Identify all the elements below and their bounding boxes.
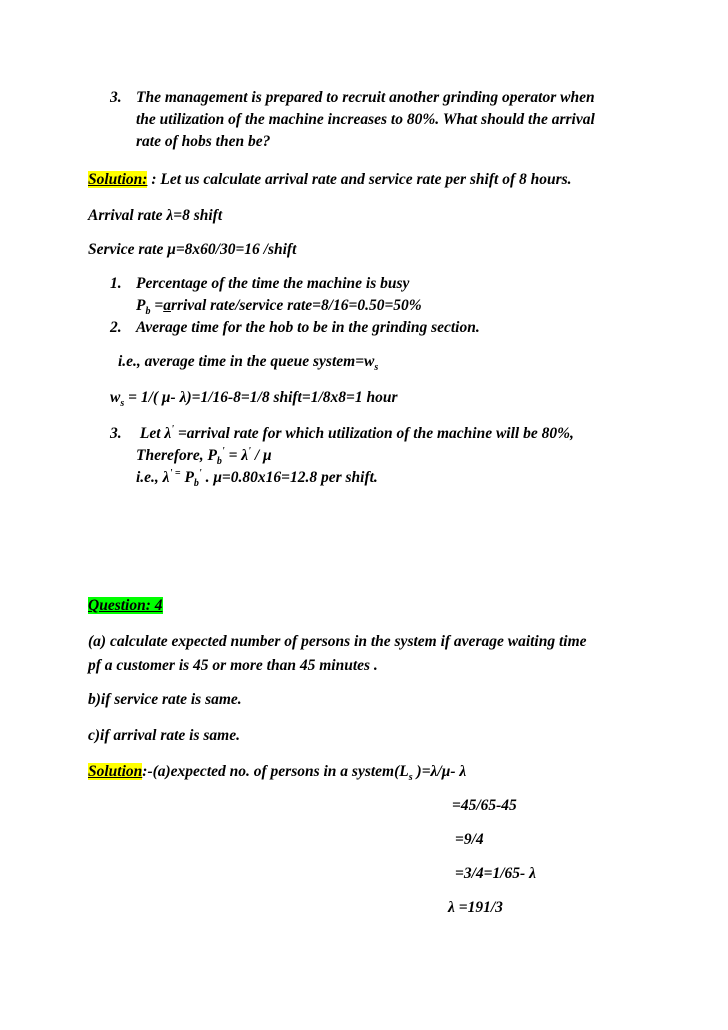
prime-mark: ' <box>248 445 251 457</box>
equals-lambda: = λ <box>224 447 249 464</box>
pb-symbol: P <box>180 469 194 486</box>
item-3-lambda: Let λ <box>136 425 172 442</box>
list-number: 3. <box>110 425 122 442</box>
item-3-line-3 <box>136 468 378 488</box>
prime-mark: ' <box>221 445 225 457</box>
item-2-line <box>110 318 480 338</box>
question-3-line-1 <box>110 88 595 108</box>
item-1-line-2 <box>136 296 422 316</box>
list-number: 3. <box>110 89 122 106</box>
question-4b-line: b)if service rate is same. <box>88 691 242 708</box>
ws-subscript: s <box>120 398 125 410</box>
solution-step-4: λ =191/3 <box>448 899 503 916</box>
question-3-line-2: the utilization of the machine increases to 80%. What should the arrival <box>136 111 595 128</box>
question-4c-line: c)if arrival rate is same. <box>88 727 240 744</box>
solution-2-line <box>88 762 466 782</box>
over-mu: / μ <box>250 447 272 464</box>
ls-subscript: s <box>408 772 413 784</box>
item-1-line-1 <box>110 274 409 294</box>
solution-label: Solution: <box>88 171 148 188</box>
pb-subscript: b <box>216 456 222 468</box>
question-4a-line-2: pf a customer is 45 or more than 45 minutes . <box>88 657 378 674</box>
list-number: 1. <box>110 275 122 292</box>
item-1-formula: rrival rate/service rate=8/16=0.50=50% <box>170 297 422 314</box>
equals: = <box>150 297 164 314</box>
therefore-text: Therefore, P <box>136 447 217 464</box>
question-3-text: The management is prepared to recruit another grinding operator when <box>136 89 595 106</box>
solution-step-1: =45/65-45 <box>452 797 517 814</box>
question-4-heading <box>88 596 163 616</box>
list-number: 2. <box>110 319 122 336</box>
ws-subscript: s <box>374 362 379 374</box>
solution-1-line <box>88 170 572 190</box>
solution-label: Solution <box>88 763 143 780</box>
ie-lambda: i.e., λ <box>136 469 170 486</box>
question-4-label: Question: 4 <box>88 597 163 614</box>
prime-equals: ' = <box>169 467 181 479</box>
item-3-line-1 <box>110 424 574 444</box>
ws-symbol: w <box>110 389 121 406</box>
item-3-text: =arrival rate for which utilization of the machine will be 80%, <box>174 425 574 442</box>
service-rate-line: Service rate μ=8x60/30=16 /shift <box>88 241 297 258</box>
pb-subscript: b <box>193 478 199 490</box>
solution-text: : Let us calculate arrival rate and service rate per shift of 8 hours. <box>147 171 572 188</box>
ie-text: i.e., average time in the queue system=w <box>118 353 375 370</box>
item-3-line-2 <box>136 446 272 466</box>
question-4a-line-1: (a) calculate expected number of persons in the system if average waiting time <box>88 633 587 650</box>
arrival-rate-line: Arrival rate λ=8 shift <box>88 207 223 224</box>
ie-line <box>118 352 378 372</box>
pb-symbol: P <box>136 297 146 314</box>
solution-step-2: =9/4 <box>455 831 484 848</box>
underlined-letter: a <box>163 297 171 314</box>
solution-formula: )=λ/μ- λ <box>412 763 467 780</box>
ws-formula: = 1/( μ- λ)=1/16-8=1/8 shift=1/8x8=1 hour <box>124 389 398 406</box>
prime-mark: ' <box>171 423 175 435</box>
pb-subscript: b <box>145 306 151 318</box>
solution-step-3: =3/4=1/65- λ <box>455 865 536 882</box>
item-3-result: . μ=0.80x16=12.8 per shift. <box>201 469 378 486</box>
question-3-line-3: rate of hobs then be? <box>136 133 271 150</box>
item-2-text: Average time for the hob to be in the grinding section. <box>136 319 480 336</box>
prime-mark: ' <box>198 467 202 479</box>
ws-formula-line <box>110 388 397 408</box>
item-1-text: Percentage of the time the machine is busy <box>136 275 410 292</box>
solution-text: :-(a)expected no. of persons in a system(L <box>142 763 409 780</box>
